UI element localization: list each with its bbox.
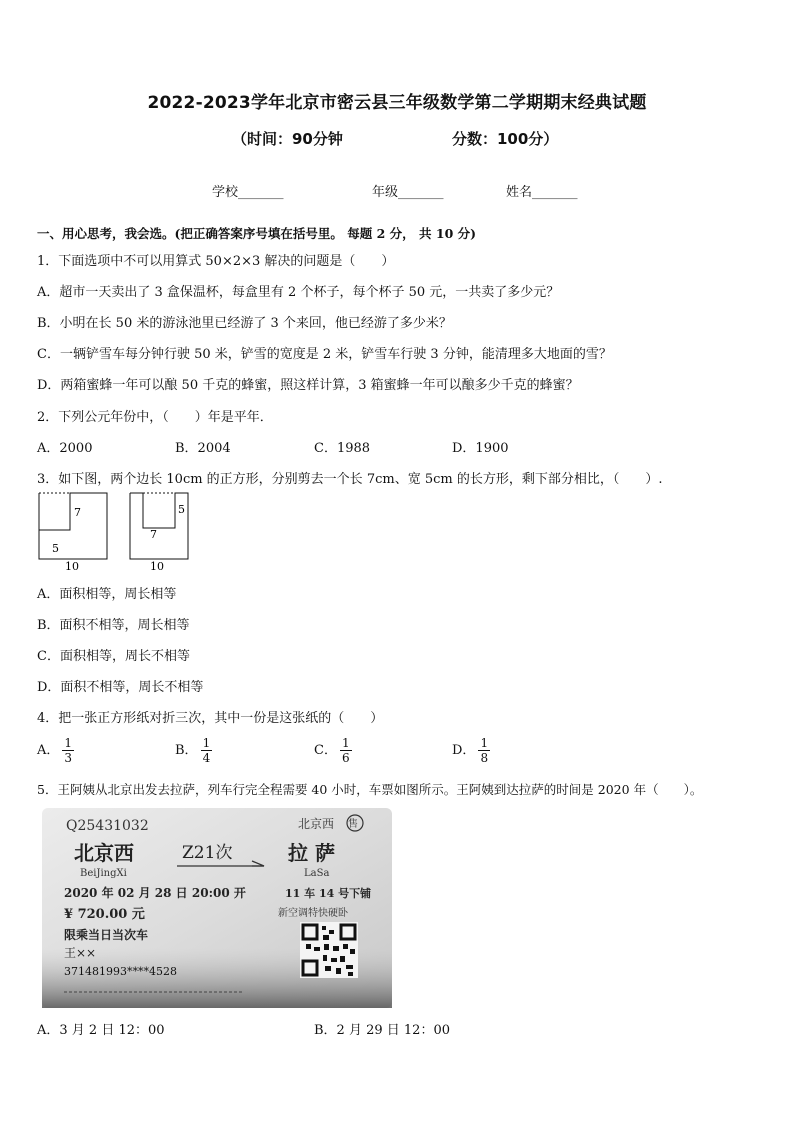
q1-option-a: A．超市一天卖出了 3 盒保温杯，每盒里有 2 个杯子，每个杯子 50 元，一共卖了多少元？: [37, 285, 560, 300]
school-field: 学校_______: [212, 185, 284, 200]
q1-stem: 1．下面选项中不可以用算式 50×2×3 解决的问题是（ ）: [37, 254, 395, 269]
ticket-seat: 11 车 14 号下铺: [285, 887, 372, 900]
ticket-to-pinyin: LaSa: [304, 868, 330, 879]
ticket-passenger: 王××: [64, 946, 97, 960]
q5-option-b: B．2 月 29 日 12：00: [314, 1023, 450, 1038]
q2-option-b: B．2004: [175, 441, 231, 456]
q4-option-a-fraction: [62, 736, 74, 765]
ticket-id-number: 371481993****4528: [64, 965, 177, 978]
grade-field: 年级_______: [372, 185, 444, 200]
q2-option-c: C．1988: [314, 441, 371, 456]
q4-option-c: [314, 736, 352, 765]
q2-stem: 2．下列公元年份中，（ ）年是平年．: [37, 410, 273, 425]
qr-code-icon: [300, 922, 358, 978]
ticket-class: 新空调特快硬卧: [278, 908, 348, 919]
q1-option-d: D．两箱蜜蜂一年可以酿 50 千克的蜂蜜，照这样计算，3 箱蜜蜂一年可以酿多少千克的蜂蜜？: [37, 378, 579, 393]
fraction-numerator: 1: [480, 736, 489, 750]
q2-option-a: A．2000: [37, 441, 93, 456]
q1-option-b: B．小明在长 50 米的游泳池里已经游了 3 个来回，他已经游了多少米？: [37, 316, 452, 331]
ticket-from-pinyin: BeiJingXi: [80, 868, 127, 879]
q4-option-d-label: D．: [452, 743, 476, 758]
q3-figure: [30, 490, 210, 574]
train-ticket-image: [42, 808, 392, 1008]
ticket-to-station: 拉 萨: [288, 841, 335, 865]
name-field: 姓名_______: [506, 185, 578, 200]
q4-option-b-fraction: [201, 736, 213, 765]
fraction-numerator: 1: [202, 736, 211, 750]
ticket-departure-time: 2020 年 02 月 28 日 20:00 开: [64, 886, 246, 900]
fraction-numerator: 1: [341, 736, 350, 750]
fraction-numerator: 1: [64, 736, 73, 750]
ticket-from-station: 北京西: [74, 841, 134, 865]
q4-option-d-fraction: [478, 736, 490, 765]
q1-option-c: C．一辆铲雪车每分钟行驶 50 米，铲雪的宽度是 2 米，铲雪车行驶 3 分钟，能清理多大地面的雪？: [37, 347, 612, 362]
ticket-note: 限乘当日当次车: [64, 928, 149, 942]
ticket-issuing-station: 北京西: [298, 817, 335, 831]
q4-option-a-label: A．: [37, 743, 60, 758]
exam-time: （时间：90分钟: [232, 130, 343, 148]
q3-option-a: A．面积相等，周长相等: [37, 587, 177, 602]
q4-option-c-fraction: [340, 736, 352, 765]
q3-option-d: D．面积不相等，周长不相等: [37, 680, 204, 695]
exam-title: 2022-2023学年北京市密云县三年级数学第二学期期末经典试题: [147, 93, 647, 113]
q3-option-b: B．面积不相等，周长相等: [37, 618, 190, 633]
left-label-10: 10: [65, 560, 79, 573]
fraction-denominator: 4: [202, 751, 211, 765]
right-label-7: 7: [150, 528, 157, 541]
q3-stem: 3．如下图，两个边长 10cm 的正方形，分别剪去一个长 7cm、宽 5cm 的长方形，剩下部分相比，（ ）.: [37, 472, 663, 487]
q3-option-c: C．面积相等，周长不相等: [37, 649, 190, 664]
section-heading: 一、用心思考，我会选。(把正确答案序号填在括号里。 每题 2 分， 共 10 分): [37, 226, 477, 241]
ticket-price: ¥ 720.00 元: [64, 907, 145, 922]
exam-score: 分数：100分）: [452, 130, 559, 148]
sold-stamp-text: 售: [348, 819, 358, 830]
q4-option-b-label: B．: [175, 743, 198, 758]
fraction-denominator: 6: [341, 751, 350, 765]
left-square: [39, 493, 107, 573]
q4-stem: 4．把一张正方形纸对折三次，其中一份是这张纸的（ ）: [37, 711, 384, 726]
right-label-10: 10: [150, 560, 164, 573]
fraction-denominator: 8: [480, 751, 489, 765]
q4-option-d: [452, 736, 490, 765]
left-label-5: 5: [52, 542, 59, 555]
ticket-train-number: Z21次: [182, 843, 233, 863]
right-label-5: 5: [178, 503, 185, 516]
left-label-7: 7: [74, 506, 81, 519]
q4-option-c-label: C．: [314, 743, 337, 758]
q5-option-a: A．3 月 2 日 12：00: [37, 1023, 165, 1038]
fraction-denominator: 3: [64, 751, 73, 765]
q5-stem: 5．王阿姨从北京出发去拉萨，列车行完全程需要 40 小时，车票如图所示。王阿姨到达拉萨的时间是 2020 年（ ）。: [37, 782, 703, 797]
q2-option-d: D．1900: [452, 441, 509, 456]
q4-option-a: [37, 736, 74, 765]
q4-option-b: [175, 736, 212, 765]
ticket-serial: Q25431032: [66, 818, 149, 834]
right-square: [130, 493, 188, 573]
